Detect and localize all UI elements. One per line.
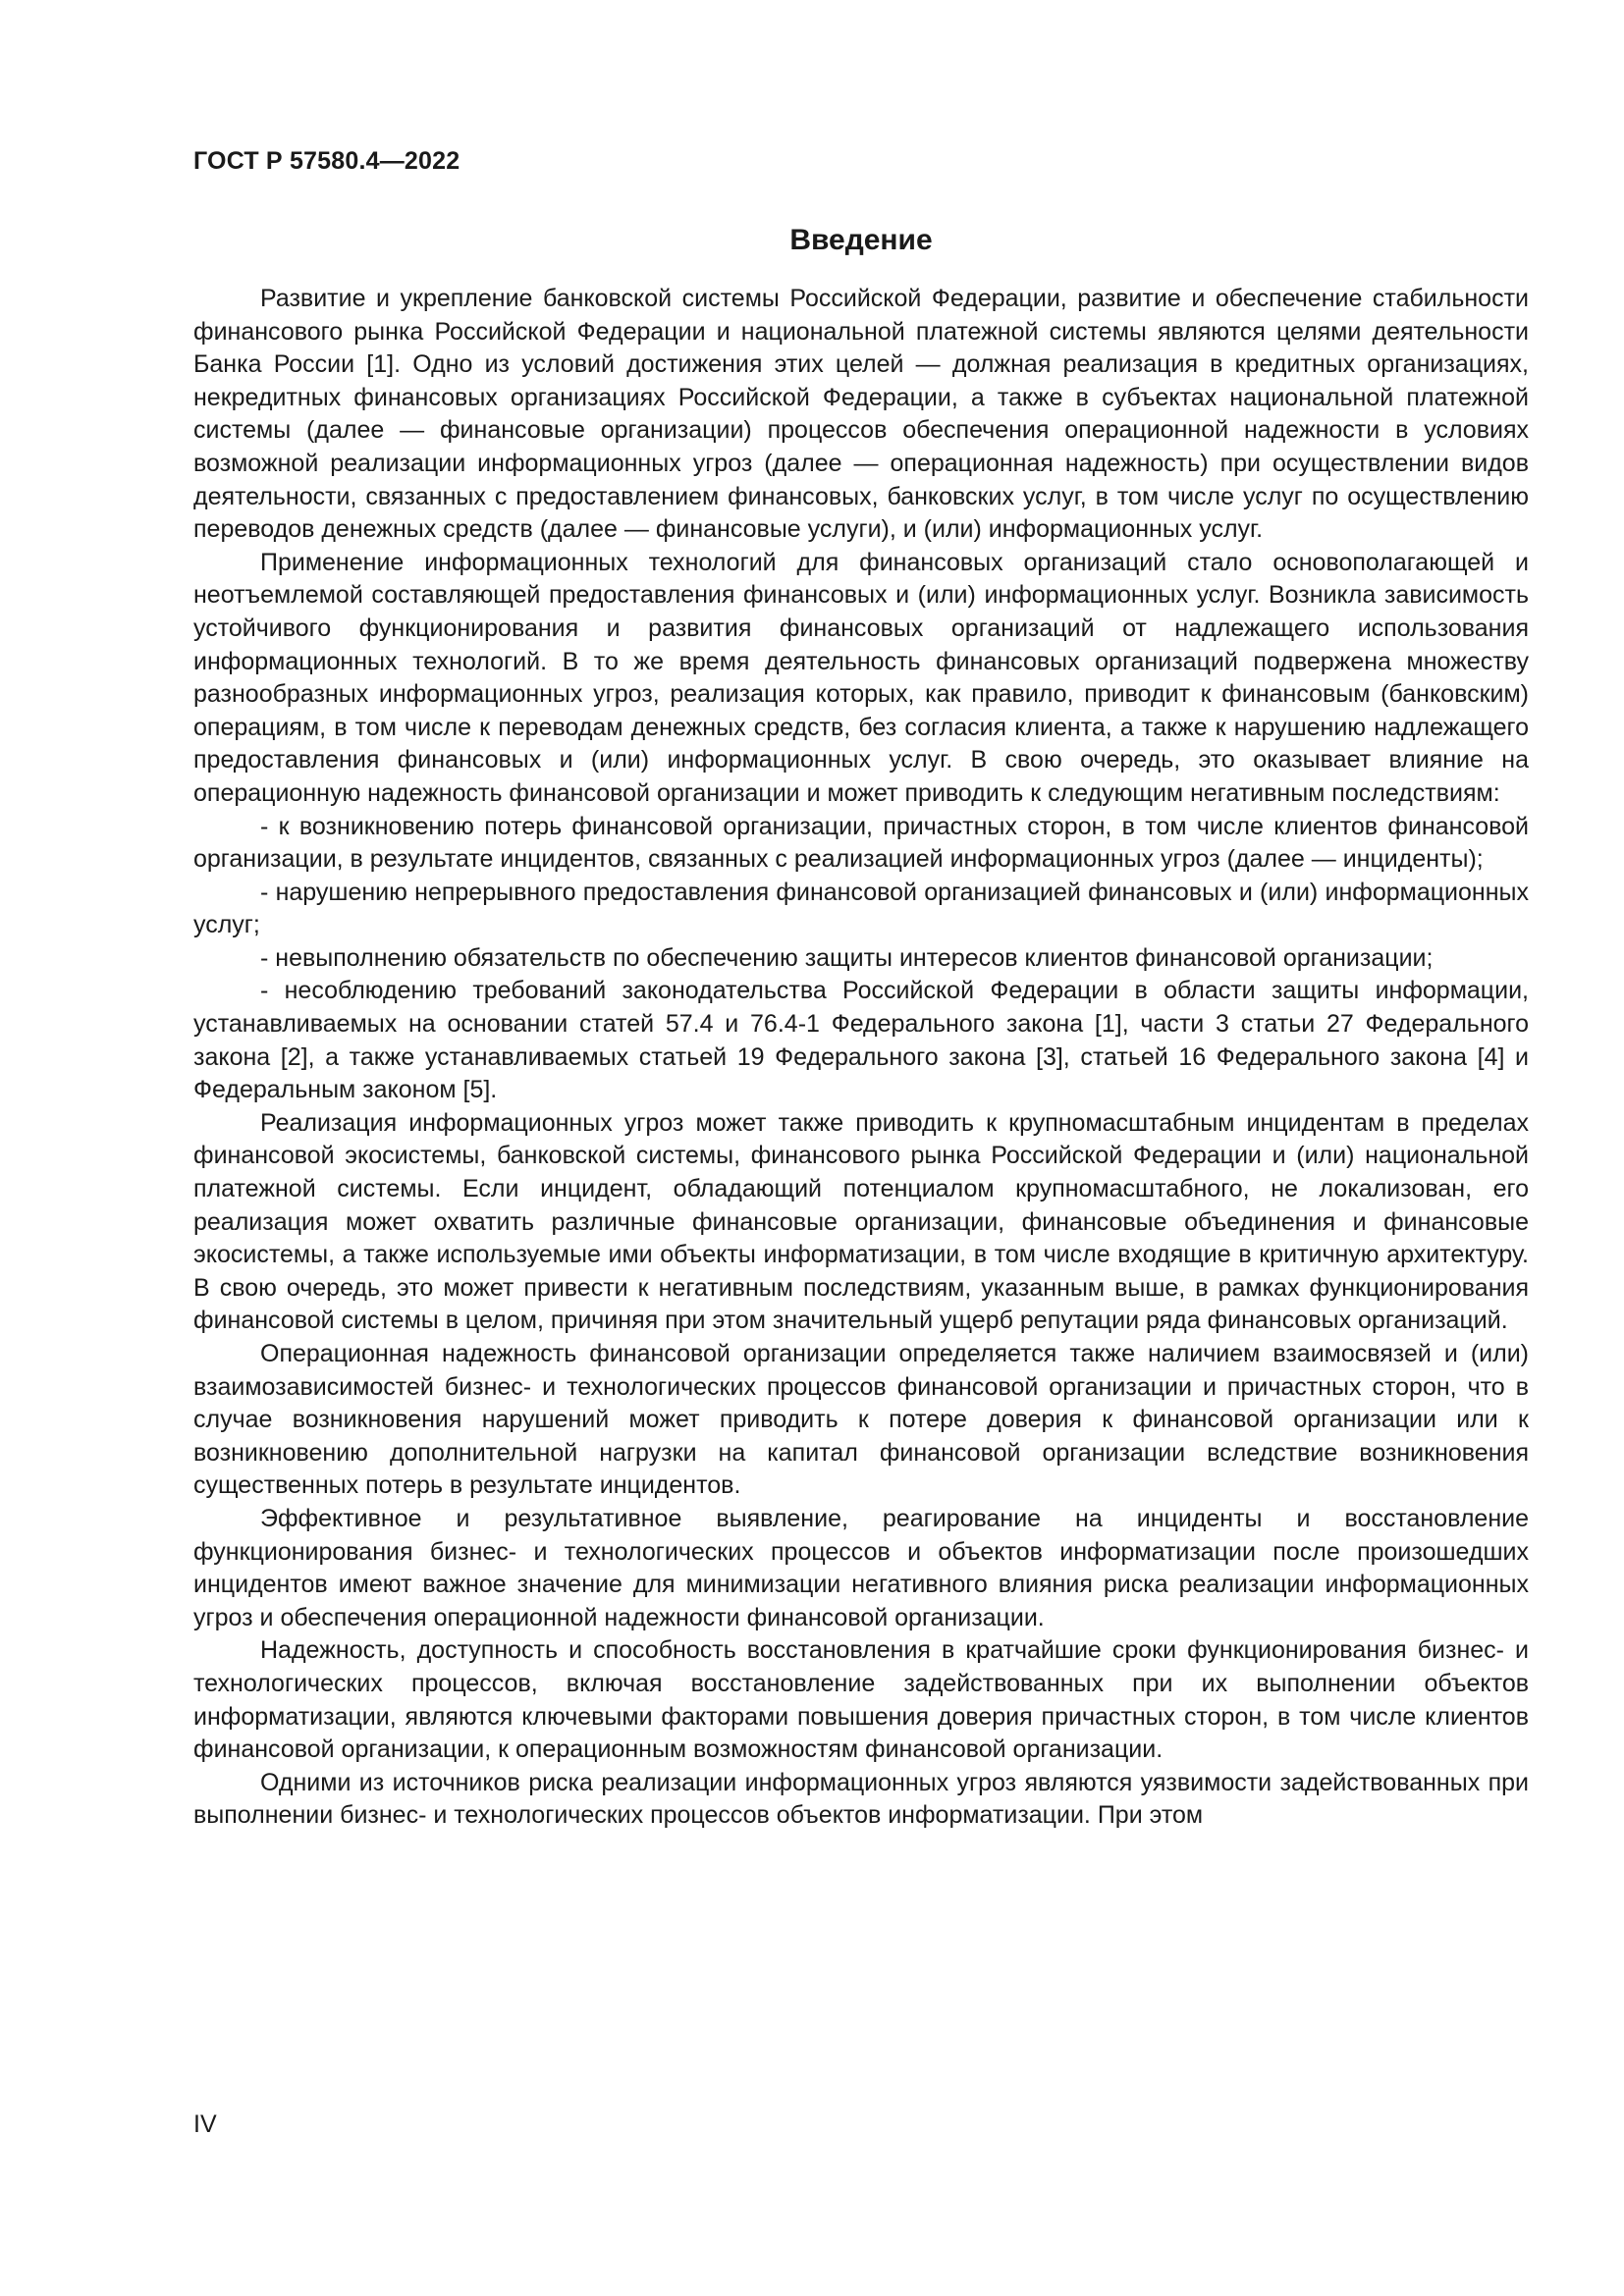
page-number: IV — [193, 2110, 217, 2138]
section-title: Введение — [789, 224, 933, 256]
paragraph-1: Развитие и укрепление банковской системы Российской Федерации, развитие и обеспечение стабильности финансового рынка Российской Федерации и национальной платежной системы являются целями деятельности Банка России [1]. Одно из условий достижения этих целей — должная реализация в кредитных организациях, некредитных финансовых организациях Российской Федерации, а также в субъектах национальной платежной системы (далее — финансовые организации) процессов обеспечения операционной надежности в условиях возможной реализации информационных угроз (далее — операционная надежность) при осуществлении видов деятельности, связанных с предоставлением финансовых, банковских услуг, в том числе услуг по осуществлению переводов денежных средств (далее — финансовые услуги), и (или) информационных услуг. — [193, 285, 1529, 544]
paragraph-6: Надежность, доступность и способность восстановления в кратчайшие сроки функционирования бизнес- и технологических процессов, включая восстановление задействованных при их выполнении объектов информатизации, являются ключевыми факторами повышения доверия причастных сторон, в том числе клиентов финансовой организации, к операционным возможностям финансовой организации. — [193, 1636, 1529, 1764]
document-code: ГОСТ Р 57580.4—2022 — [193, 147, 460, 175]
list-item-consequence-4: - несоблюдению требований законодательства Российской Федерации в области защиты информации, устанавливаемых на основании статей 57.4 и 76.4-1 Федерального закона [1], части 3 статьи 27 Федерального закона [2], а также устанавливаемых статьей 19 Федерального закона [3], статьей 16 Федерального закона [4] и Федеральным законом [5]. — [193, 977, 1529, 1104]
paragraph-7: Одними из источников риска реализации информационных угроз являются уязвимости задействованных при выполнении бизнес- и технологических процессов объектов информатизации. При этом — [193, 1768, 1529, 1830]
paragraph-3: Реализация информационных угроз может также приводить к крупномасштабным инцидентам в пределах финансовой экосистемы, банковской системы, финансового рынка Российской Федерации и (или) национальной платежной системы. Если инцидент, обладающий потенциалом крупномасштабного, не локализован, его реализация может охватить различные финансовые организации, финансовые объединения и финансовые экосистемы, а также используемые ими объекты информатизации, в том числе входящие в критичную архитектуру. В свою очередь, это может привести к негативным последствиям, указанным выше, в рамках функционирования финансовой системы в целом, причиняя при этом значительный ущерб репутации ряда финансовых организаций. — [193, 1108, 1529, 1335]
body-text — [193, 283, 1529, 1833]
list-item-consequence-3: - невыполнению обязательств по обеспечению защиты интересов клиентов финансовой организации; — [260, 943, 1434, 972]
paragraph-4: Операционная надежность финансовой организации определяется также наличием взаимосвязей и (или) взаимозависимостей бизнес- и технологических процессов финансовой организации и причастных сторон, что в случае возникновения нарушений может приводить к потере доверия к финансовой организации или к возникновению дополнительной нагрузки на капитал финансовой организации вследствие возникновения существенных потерь в результате инцидентов. — [193, 1340, 1529, 1500]
list-item-consequence-2: - нарушению непрерывного предоставления финансовой организацией финансовых и (или) информационных услуг; — [193, 878, 1529, 939]
list-item-consequence-1: - к возникновению потерь финансовой организации, причастных сторон, в том числе клиентов финансовой организации, в результате инцидентов, связанных с реализацией информационных угроз (далее — инциденты); — [193, 812, 1529, 874]
paragraph-2: Применение информационных технологий для финансовых организаций стало основополагающей и неотъемлемой составляющей предоставления финансовых и (или) информационных услуг. Возникла зависимость устойчивого функционирования и развития финансовых организаций от надлежащего использования информационных технологий. В то же время деятельность финансовых организаций подвержена множеству разнообразных информационных угроз, реализация которых, как правило, приводит к финансовым (банковским) операциям, в том числе к переводам денежных средств, без согласия клиента, а также к нарушению надлежащего предоставления финансовых и (или) информационных услуг. В свою очередь, это оказывает влияние на операционную надежность финансовой организации и может приводить к следующим негативным последствиям: — [193, 548, 1529, 807]
paragraph-5: Эффективное и результативное выявление, реагирование на инциденты и восстановление функционирования бизнес- и технологических процессов и объектов информатизации после произошедших инцидентов имеют важное значение для минимизации негативного влияния риска реализации информационных угроз и обеспечения операционной надежности финансовой организации. — [193, 1504, 1529, 1631]
